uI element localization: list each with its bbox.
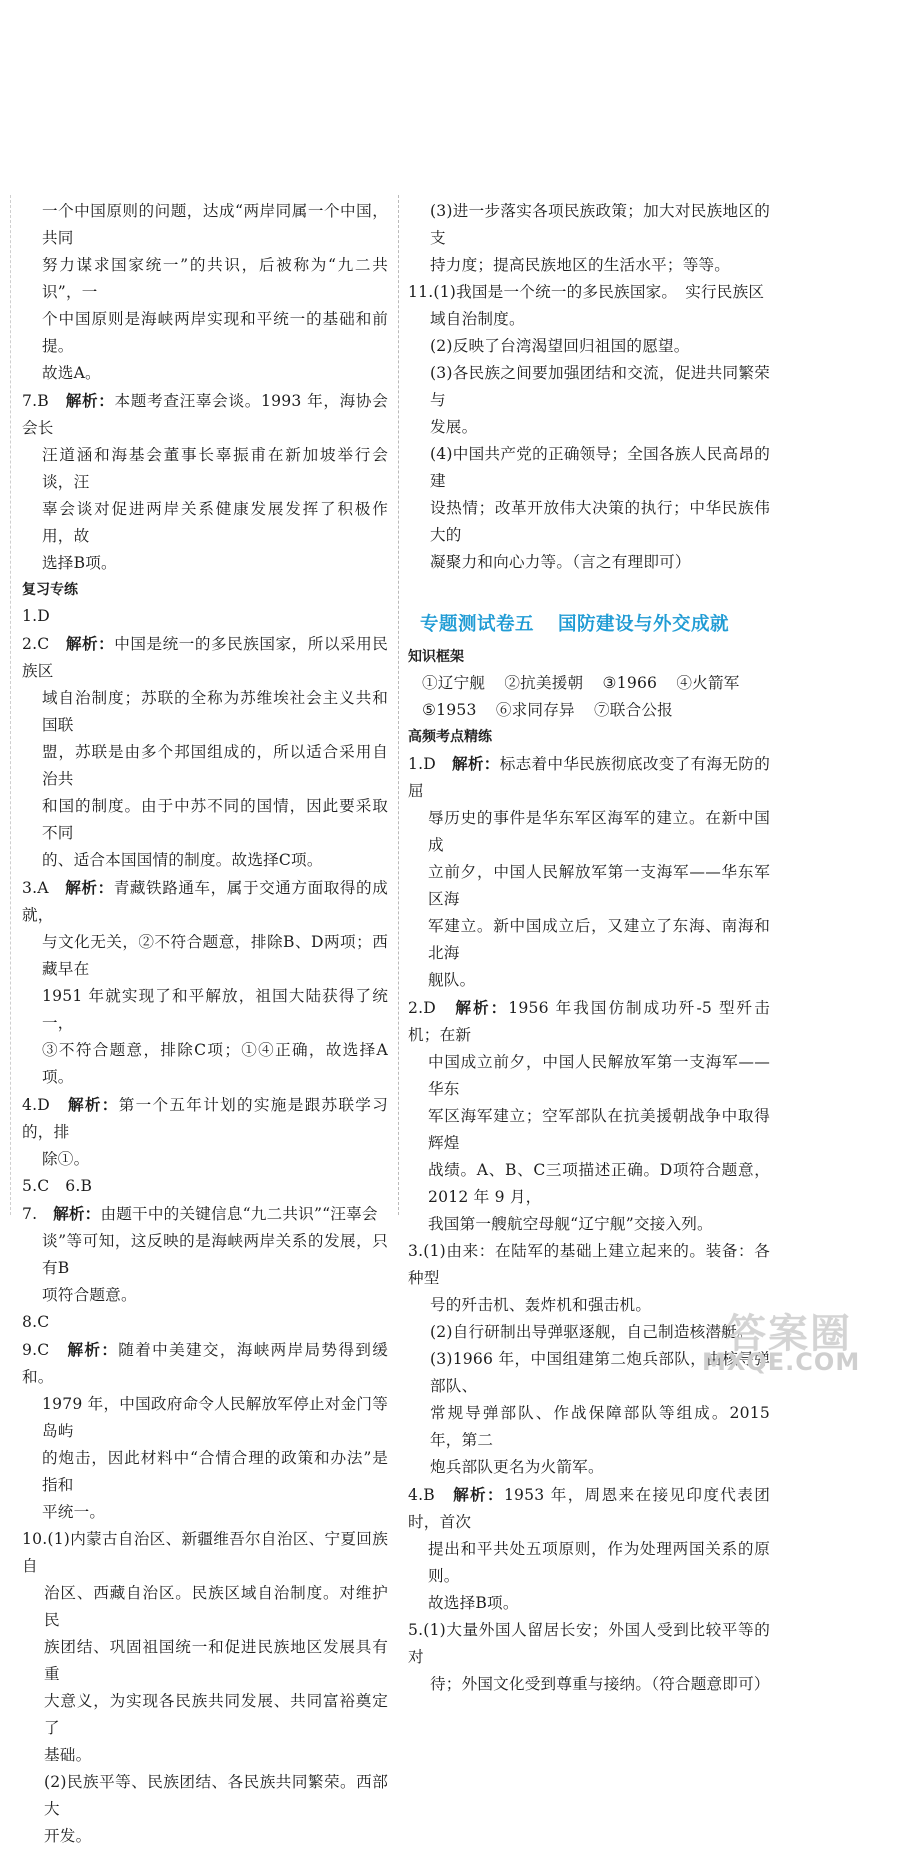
text-line: 和国的制度。由于中苏不同的国情，因此要采取不同 [42, 797, 388, 842]
text-line: 的、适合本国国情的制度。故选择C项。 [42, 851, 323, 869]
answer-number: 11. [408, 283, 434, 301]
text-line: 项符合题意。 [42, 1286, 137, 1304]
text-line: 战绩。A、B、C三项描述正确。D项符合题意，2012 年 9 月， [428, 1161, 770, 1206]
text-line: 1953 年，周恩来在接见印度代表团时，首次 [408, 1486, 770, 1531]
right-column [408, 198, 770, 1698]
intro-block [22, 198, 388, 387]
answer-item-9 [22, 1336, 388, 1526]
answer-item-3 [22, 874, 388, 1091]
section-heading-frequent: 高频考点精练 [408, 729, 492, 745]
text-line: (1)大量外国人留居长安；外国人受到比较平等的对 [408, 1621, 770, 1666]
answer-item-11 [408, 279, 770, 576]
text-line: 发展。 [430, 418, 478, 436]
analysis-tag: 解析： [452, 754, 500, 773]
text-line: 努力谋求国家统一”的共识，后被称为“九二共识”，一 [42, 256, 388, 301]
left-column [22, 198, 388, 1850]
knowledge-row-2 [408, 697, 770, 724]
knowledge-item: ④火箭军 [676, 674, 740, 692]
analysis-tag: 解析： [453, 1485, 504, 1504]
answer-number: 3.A [22, 879, 49, 897]
answer-number: 2.C [22, 635, 50, 653]
watermark-url: MXQE.COM [702, 1348, 861, 1376]
text-line: (2)自行研制出导弹驱逐舰，自己制造核潜艇。 [430, 1323, 753, 1341]
text-line: (3)进一步落实各项民族政策；加大对民族地区的支 [430, 202, 770, 247]
exercise-item-1 [408, 750, 770, 994]
text-line: (1)我国是一个统一的多民族国家。 实行民族区 [433, 283, 765, 301]
section-heading-knowledge: 知识框架 [408, 649, 464, 665]
exercise-item-2 [408, 994, 770, 1238]
text-line: 辱历史的事件是华东军区海军的建立。在新中国成 [428, 809, 770, 854]
answer-item-5-6: 5.C 6.B [22, 1177, 93, 1195]
text-line: 大意义，为实现各民族共同发展、共同富裕奠定了 [44, 1692, 388, 1737]
analysis-tag: 解析： [65, 634, 115, 653]
text-line: ③不符合题意，排除C项；①④正确，故选择A项。 [42, 1041, 388, 1086]
analysis-tag: 解析： [68, 1095, 119, 1114]
text-line: 提出和平共处五项原则，作为处理两国关系的原则。 [428, 1540, 770, 1585]
text-line: 由题干中的关键信息“九二共识”“汪辜会 [100, 1205, 378, 1223]
exercise-item-5 [408, 1617, 770, 1698]
answer-number: 10. [22, 1530, 48, 1548]
text-line: 第一个五年计划的实施是跟苏联学习的，排 [22, 1096, 388, 1141]
text-line: 一个中国原则的问题，达成“两岸同属一个中国，共同 [42, 202, 388, 247]
text-line: 开发。 [44, 1827, 92, 1845]
analysis-tag: 解析： [67, 1340, 119, 1359]
text-line: 与文化无关，②不符合题意，排除B、D两项；西藏早在 [42, 933, 388, 978]
text-line: 1951 年就实现了和平解放，祖国大陆获得了统一， [42, 987, 388, 1032]
answer-item-4 [22, 1091, 388, 1173]
text-line: 族团结、巩固祖国统一和促进民族地区发展具有重 [44, 1638, 388, 1683]
answer-number: 2.D [408, 999, 436, 1017]
chapter-title-part-a: 专题测试卷五 [420, 614, 535, 635]
analysis-tag: 解析： [65, 391, 115, 410]
knowledge-item: ②抗美援朝 [504, 674, 584, 692]
text-line: 1956 年我国仿制成功歼-5 型歼击机；在新 [408, 999, 770, 1044]
answer-item-8: 8.C [22, 1313, 50, 1331]
answer-item-7 [22, 387, 388, 577]
text-line: 本题考查汪辜会谈。1993 年，海协会会长 [22, 392, 388, 437]
text-line: 青藏铁路通车，属于交通方面取得的成就， [22, 879, 388, 924]
answer-item-1: 1.D [22, 607, 50, 625]
text-line: 我国第一艘航空母舰“辽宁舰”交接入列。 [428, 1215, 713, 1233]
answer-number: 1.D [408, 755, 436, 773]
answer-item-10 [22, 1526, 388, 1850]
text-line: 辜会谈对促进两岸关系健康发展发挥了积极作用，故 [42, 500, 388, 545]
analysis-tag: 解析： [65, 878, 114, 897]
knowledge-item: ③1966 [602, 674, 658, 692]
text-line: 中国是统一的多民族国家，所以采用民族区 [22, 635, 388, 680]
knowledge-item: ⑦联合公报 [594, 701, 673, 719]
knowledge-item: ⑤1953 [422, 701, 477, 719]
chapter-title [420, 610, 770, 640]
text-line: 故选A。 [42, 364, 101, 382]
text-line: 待；外国文化受到尊重与接纳。（符合题意即可） [430, 1675, 770, 1693]
answer-number: 3. [408, 1242, 424, 1260]
text-line: 基础。 [44, 1746, 92, 1764]
answer-number: 7. [22, 1205, 38, 1223]
text-line: 凝聚力和向心力等。（言之有理即可） [430, 553, 691, 571]
text-line: 军建立。新中国成立后，又建立了东海、南海和北海 [428, 917, 770, 962]
text-line: 谈”等可知，这反映的是海峡两岸关系的发展，只有B [42, 1232, 388, 1277]
text-line: 1979 年，中国政府命令人民解放军停止对金门等岛屿 [42, 1395, 388, 1440]
text-line: 炮兵部队更名为火箭军。 [430, 1458, 604, 1476]
section-heading-review: 复习专练 [22, 582, 78, 598]
column-divider [398, 195, 399, 1215]
text-line: 号的歼击机、轰炸机和强击机。 [430, 1296, 652, 1314]
text-line: 军区海军建立；空军部队在抗美援朝战争中取得辉煌 [428, 1107, 770, 1152]
exercise-item-4 [408, 1481, 770, 1617]
text-line: 常规导弹部队、作战保障部队等组成。2015 年，第二 [430, 1404, 770, 1449]
text-line: 盟，苏联是由多个邦国组成的，所以适合采用自治共 [42, 743, 388, 788]
text-line: 平统一。 [42, 1503, 106, 1521]
text-line: 域自治制度；苏联的全称为苏维埃社会主义共和国联 [42, 689, 388, 734]
answer-item-7b [22, 1200, 388, 1309]
knowledge-item: ⑥求同存异 [495, 701, 575, 719]
text-line: (4)中国共产党的正确领导；全国各族人民高昂的建 [430, 445, 770, 490]
text-line: (1)由来：在陆军的基础上建立起来的。装备：各种型 [408, 1242, 770, 1287]
text-line: 域自治制度。 [430, 310, 525, 328]
text-line: (3)1966 年，中国组建第二炮兵部队，由核导弹部队、 [430, 1350, 770, 1395]
left-margin-line [10, 195, 11, 1215]
text-line: 治区、西藏自治区。民族区域自治制度。对维护民 [44, 1584, 388, 1629]
text-line: 随着中美建交，海峡两岸局势得到缓和。 [22, 1341, 388, 1386]
answer-number: 4.D [22, 1096, 50, 1114]
answer-number: 4.B [408, 1486, 435, 1504]
watermark-text: 答案圈 [726, 1311, 852, 1357]
watermark-logo [698, 1302, 888, 1382]
text-line: (1)内蒙古自治区、新疆维吾尔自治区、宁夏回族自 [22, 1530, 388, 1575]
answer-number: 7.B [22, 392, 49, 410]
text-line: 设热情；改革开放伟大决策的执行；中华民族伟大的 [430, 499, 770, 544]
text-line: 舰队。 [428, 971, 476, 989]
answer-number: 5. [408, 1621, 424, 1639]
text-line: 标志着中华民族彻底改变了有海无防的屈 [408, 755, 770, 800]
text-line: 持力度；提高民族地区的生活水平；等等。 [430, 256, 731, 274]
text-line: (3)各民族之间要加强团结和交流，促进共同繁荣与 [430, 364, 770, 409]
text-line: 选择B项。 [42, 554, 117, 572]
text-line: 除①。 [42, 1150, 90, 1168]
text-line: (2)反映了台湾渴望回归祖国的愿望。 [430, 337, 690, 355]
analysis-tag: 解析： [455, 998, 509, 1017]
analysis-tag: 解析： [53, 1204, 101, 1223]
knowledge-row-1 [408, 670, 770, 697]
text-line: 立前夕，中国人民解放军第一支海军——华东军区海 [428, 863, 770, 908]
answer-item-2 [22, 630, 388, 874]
text-line: 的炮击，因此材料中“合情合理的政策和办法”是指和 [42, 1449, 388, 1494]
answer-number: 9.C [22, 1341, 50, 1359]
text-line: (2)民族平等、民族团结、各民族共同繁荣。西部大 [44, 1773, 388, 1818]
answer-item-10-part3 [408, 198, 770, 279]
text-line: 中国成立前夕，中国人民解放军第一支海军——华东 [428, 1053, 770, 1098]
text-line: 汪道涵和海基会董事长辜振甫在新加坡举行会谈，汪 [42, 446, 388, 491]
chapter-title-part-b: 国防建设与外交成就 [558, 614, 730, 635]
text-line: 故选择B项。 [428, 1594, 519, 1612]
text-line: 个中国原则是海峡两岸实现和平统一的基础和前提。 [42, 310, 388, 355]
knowledge-item: ①辽宁舰 [422, 674, 486, 692]
